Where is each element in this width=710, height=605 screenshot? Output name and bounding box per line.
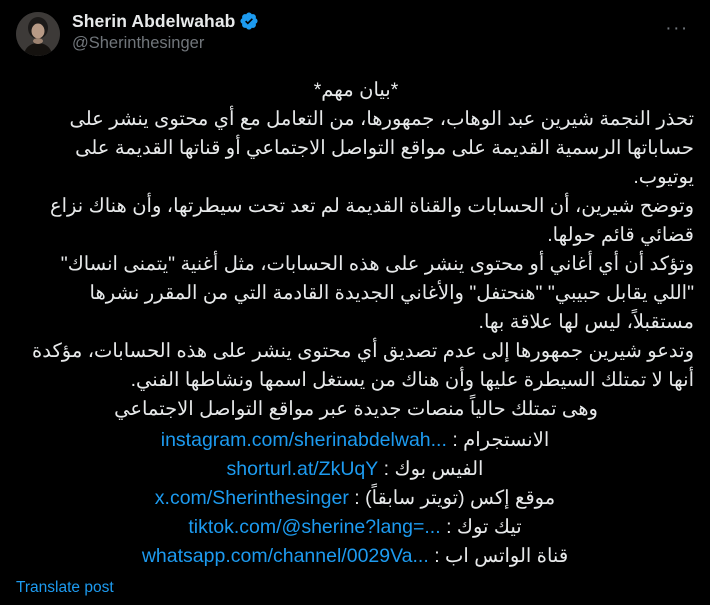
link-url-whatsapp[interactable]: whatsapp.com/channel/0029Va... <box>141 545 429 567</box>
tweet-line-3: وتؤكد أن أي أغاني أو محتوى ينشر على هذه الحسابات، مثل أغنية "يتمنى انساك" "اللي يقابل حبيبي" "هنحتفل" والأغاني الجديدة القادمة التي من المقرر نشرها مستقبلاً، ليس لها علاقة بها. <box>60 253 694 333</box>
link-label-whatsapp: قناة الواتس اب : <box>434 545 569 567</box>
link-url-facebook[interactable]: shorturl.at/ZkUqY <box>226 458 379 480</box>
author-name-row <box>72 10 660 32</box>
tweet-links <box>16 426 694 571</box>
tweet-text <box>16 76 694 424</box>
tweet-footer <box>16 579 694 605</box>
translate-post-button[interactable]: Translate post <box>16 579 114 596</box>
link-label-x: موقع إكس (تويتر سابقاً) : <box>354 487 556 509</box>
link-url-instagram[interactable]: instagram.com/sherinabdelwah... <box>160 429 447 451</box>
author-handle[interactable]: @Sherinthesinger <box>72 34 205 52</box>
link-row-tiktok <box>16 513 694 542</box>
tweet-line-5: وهى تمتلك حالياً منصات جديدة عبر مواقع التواصل الاجتماعي <box>114 398 598 420</box>
avatar[interactable] <box>16 12 60 56</box>
link-url-x[interactable]: x.com/Sherinthesinger <box>154 487 349 509</box>
tweet-header <box>16 10 694 66</box>
author-display-name[interactable]: Sherin Abdelwahab <box>72 11 236 31</box>
link-url-tiktok[interactable]: tiktok.com/@sherine?lang=... <box>188 516 441 538</box>
link-label-instagram: الانستجرام : <box>452 429 550 451</box>
link-label-facebook: الفيس بوك : <box>383 458 484 480</box>
link-row-facebook <box>16 455 694 484</box>
tweet-line-1: تحذر النجمة شيرين عبد الوهاب، جمهورها، من التعامل مع أي محتوى ينشر على حساباتها الرسمية القديمة على مواقع التواصل الاجتماعي أو قناتها القديمة على يوتيوب. <box>69 108 694 188</box>
more-options-icon[interactable]: ··· <box>660 12 694 46</box>
author-block <box>72 10 660 54</box>
link-label-tiktok: تيك توك : <box>446 516 522 538</box>
link-row-x <box>16 484 694 513</box>
tweet-line-0: *بيان مهم* <box>313 79 399 101</box>
link-row-whatsapp <box>16 542 694 571</box>
tweet-line-4: وتدعو شيرين جمهورها إلى عدم تصديق أي محتوى ينشر على هذه الحسابات، مؤكدة أنها لا تمتلك السيطرة عليها وأن هناك من يستغل اسمها ونشاطها الفني. <box>32 340 694 391</box>
link-row-instagram <box>16 426 694 455</box>
verified-badge-icon <box>239 11 259 31</box>
tweet-line-2: وتوضح شيرين، أن الحسابات والقناة القديمة لم تعد تحت سيطرتها، وأن هناك نزاع قضائي قائم حولها. <box>49 195 694 246</box>
